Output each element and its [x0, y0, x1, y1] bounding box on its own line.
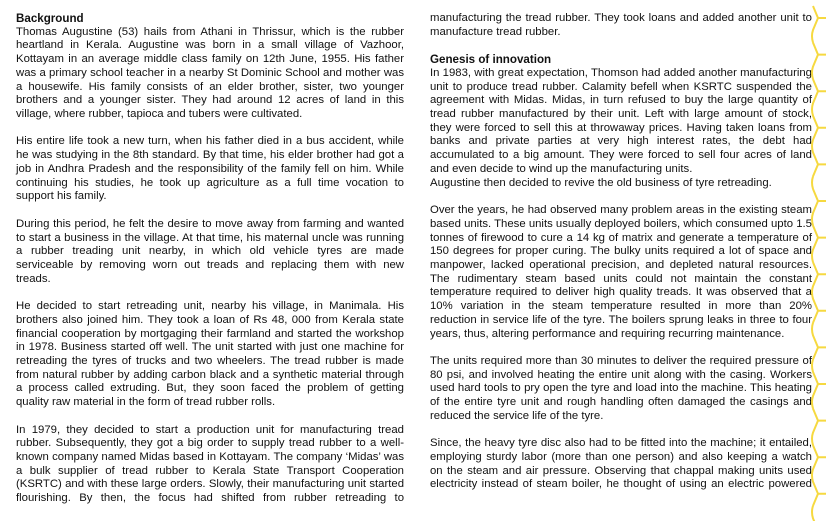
paragraph-continuation: manufacturing the tread rubber. They took loans and added another unit to manufacture tread rubber. [430, 12, 812, 38]
right-column [430, 12, 812, 492]
paragraph-electric: Since, the heavy tyre disc also had to be fitted into the machine; it entailed, employing sturdy labor (more than one person) and also keeping a watch on the steam and air pressure. Observing that chappal making units used electricity instead of steam boiler, he thought of using an electric powered [430, 437, 812, 491]
honeycomb-line [812, 6, 826, 521]
paragraph-retreading-unit: He decided to start retreading unit, nearby his village, in Manimala. His brothers also joined him. They took a loan of Rs 48, 000 from Kerala state financial cooperation by mortgaging their farmland and started the workshop in 1978. Business started off well. The unit started with just one machine for retreading the tyres of trucks and two wheelers. The tread rubber is made from natural rubber by adding carbon black and a synthetic material through a process called extruding. But, they soon faced the problem of getting quality raw material in the form of tread rubber rolls. [16, 300, 404, 409]
section-heading-genesis: Genesis of innovation [430, 53, 552, 67]
paragraph-steam-problems: Over the years, he had observed many problem areas in the existing steam based units. These units usually deployed boilers, which consumed upto 1.5 tonnes of firewood to cure a 14 kg of matrix and generate a temperature of 150 degrees for proper curing. The bulky units required a lot of space and manpower, lacked operational precision, and depleted natural resources. The rudimentary steam based units could not maintain the constant temperature required to deliver high quality treads. It was observed that a 10% variation in the steam temperature resulted in more than 20% reduction in service life of the tyre. The boilers sprung leaks in three to four years, thus, altering performance and requiring recurring maintenance. [430, 204, 812, 340]
left-column [16, 12, 404, 506]
section-heading-background: Background [16, 12, 84, 25]
paragraph-genesis: In 1983, with great expectation, Thomson had added another manufacturing unit to produce tread rubber. Calamity befell when KSRTC suspended the agreement with Midas. Midas, in turn refused to buy the large quantity of tread rubber manufactured by their unit. Left with large amount of stock, they were forced to sell this at throwaway prices. Having taken loans from banks and private parties at very high interest rates, the debt had accumulated to a big amount. They were forced to sell four acres of land and even decide to wind up the manufacturing units. [430, 66, 812, 175]
honeycomb-border-icon [810, 0, 826, 521]
paragraph-revive: Augustine then decided to revive the old business of tyre retreading. [430, 176, 772, 189]
paragraph-pressure: The units required more than 30 minutes to deliver the required pressure of 80 psi, and involved heating the entire unit along with the casing. Workers used hard tools to pry open the tyre and load into the machine. This heating of the entire tyre unit and rough handling often damaged the casings and reduced the service life of the tyre. [430, 354, 812, 422]
paragraph-father-death: His entire life took a new turn, when his father died in a bus accident, while he was studying in the 8th standard. By that time, his elder brother had got a job in Andhra Pradesh and the responsibility of the family fell on him. While continuing his studies, he took up agriculture as a full time vocation to support his family. [16, 135, 404, 203]
paragraph-business-desire: During this period, he felt the desire to move away from farming and wanted to start a business in the village. At that time, his maternal uncle was running a rubber treading unit nearby, in which old vehicle tyres are made serviceable by removing worn out treads and replacing them with new treads. [16, 217, 404, 285]
paragraph-production-unit: In 1979, they decided to start a production unit for manufacturing tread rubber. Subsequently, they got a big order to supply tread rubber to a well-known company named Midas based in Kottayam. The company ‘Midas’ was a bulk supplier of tread rubber to Kerala State Transport Cooperation (KSRTC) and with these large orders. Slowly, their manufacturing unit started flourishing. By then, the focus had shifted from rubber retreading to [16, 423, 404, 505]
paragraph-background: Thomas Augustine (53) hails from Athani in Thrissur, which is the rubber heartland in Kerala. Augustine was born in a small village of Vazhoor, Kottayam in an average middle class family on 12th June, 1955. His father was a primary school teacher in a nearby St Dominic School and mother was a housewife. His family consists of an elder brother, sister, two younger brothers and a younger sister. They had around 12 acres of land in this village, where rubber, tapioca and tubers were cultivated. [16, 25, 404, 121]
